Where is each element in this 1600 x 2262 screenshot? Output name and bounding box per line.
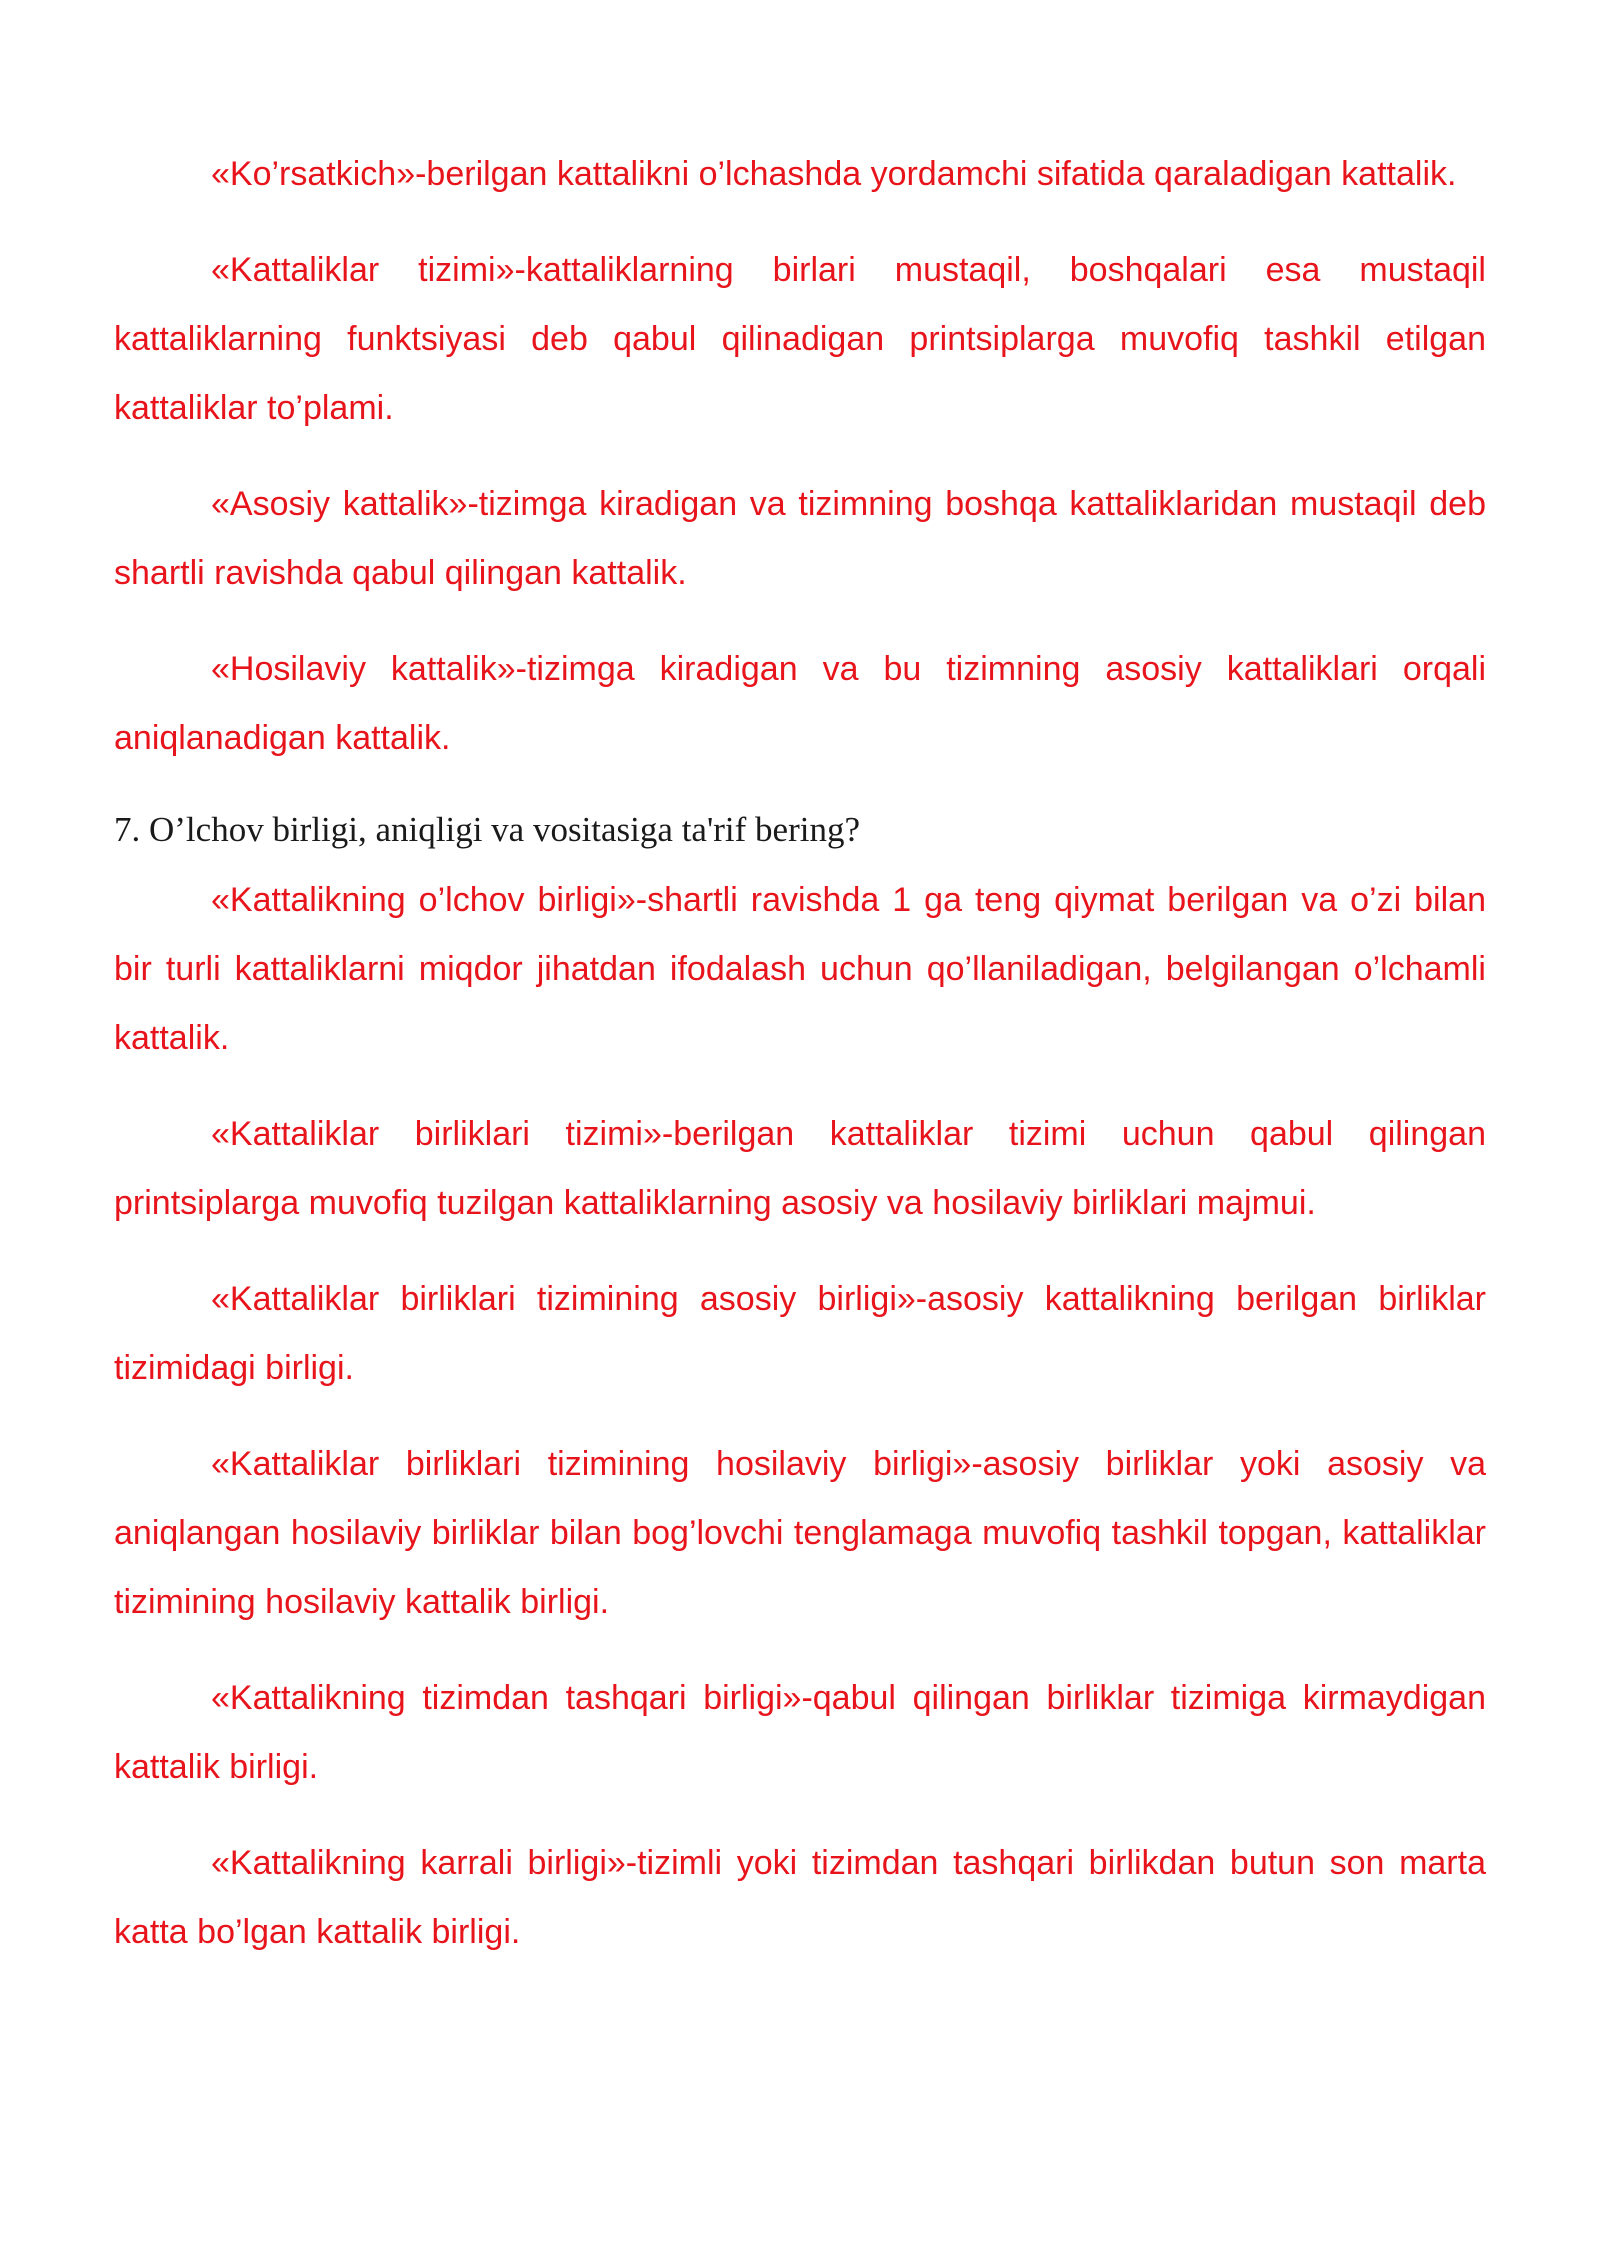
definition-paragraph-birliklar-tizimi: «Kattaliklar birliklari tizimi»-berilgan kattaliklar tizimi uchun qabul qilingan printsiplarga muvofiq tuzilgan kattaliklarning asosiy va hosilaviy birliklari majmui. bbox=[114, 1115, 1486, 1222]
definition-paragraph-karrali-birlik: «Kattalikning karrali birligi»-tizimli yoki tizimdan tashqari birlikdan butun son marta katta bo’lgan kattalik birligi. bbox=[114, 1844, 1486, 1951]
definition-paragraph-hosilaviy-birlik: «Kattaliklar birliklari tizimining hosilaviy birligi»-asosiy birliklar yoki asosiy va aniqlangan hosilaviy birliklar bilan bog’lovchi tenglamaga muvofiq tashkil topgan, kattaliklar tizimining hosilaviy kattalik birligi. bbox=[114, 1445, 1486, 1621]
definition-paragraph-kattaliklar-tizimi: «Kattaliklar tizimi»-kattaliklarning birlari mustaqil, boshqalari esa mustaqil kattaliklarning funktsiyasi deb qabul qilinadigan printsiplarga muvofiq tashkil etilgan kattaliklar to’plami. bbox=[114, 251, 1486, 427]
definition-paragraph-asosiy-kattalik: «Asosiy kattalik»-tizimga kiradigan va tizimning boshqa kattaliklaridan mustaqil deb shartli ravishda qabul qilingan kattalik. bbox=[114, 485, 1486, 592]
definition-paragraph-hosilaviy-kattalik: «Hosilaviy kattalik»-tizimga kiradigan va bu tizimning asosiy kattaliklari orqali aniqlanadigan kattalik. bbox=[114, 650, 1486, 757]
document-page bbox=[114, 140, 1486, 1994]
question-heading: 7. O’lchov birligi, aniqligi va vositasiga ta'rif bering? bbox=[114, 810, 860, 849]
definition-paragraph-korsatkich: «Ko’rsatkich»-berilgan kattalikni o’lchashda yordamchi sifatida qaraladigan kattalik. bbox=[211, 155, 1457, 193]
definition-paragraph-olchov-birligi: «Kattalikning o’lchov birligi»-shartli ravishda 1 ga teng qiymat berilgan va o’zi bilan bir turli kattaliklarni miqdor jihatdan ifodalash uchun qo’llaniladigan, belgilangan o’lchamli kattalik. bbox=[114, 881, 1486, 1057]
definition-paragraph-asosiy-birlik: «Kattaliklar birliklari tizimining asosiy birligi»-asosiy kattalikning berilgan birliklar tizimidagi birligi. bbox=[114, 1280, 1486, 1387]
definition-paragraph-tizimdan-tashqari-birlik: «Kattalikning tizimdan tashqari birligi»-qabul qilingan birliklar tizimiga kirmaydigan kattalik birligi. bbox=[114, 1679, 1486, 1786]
